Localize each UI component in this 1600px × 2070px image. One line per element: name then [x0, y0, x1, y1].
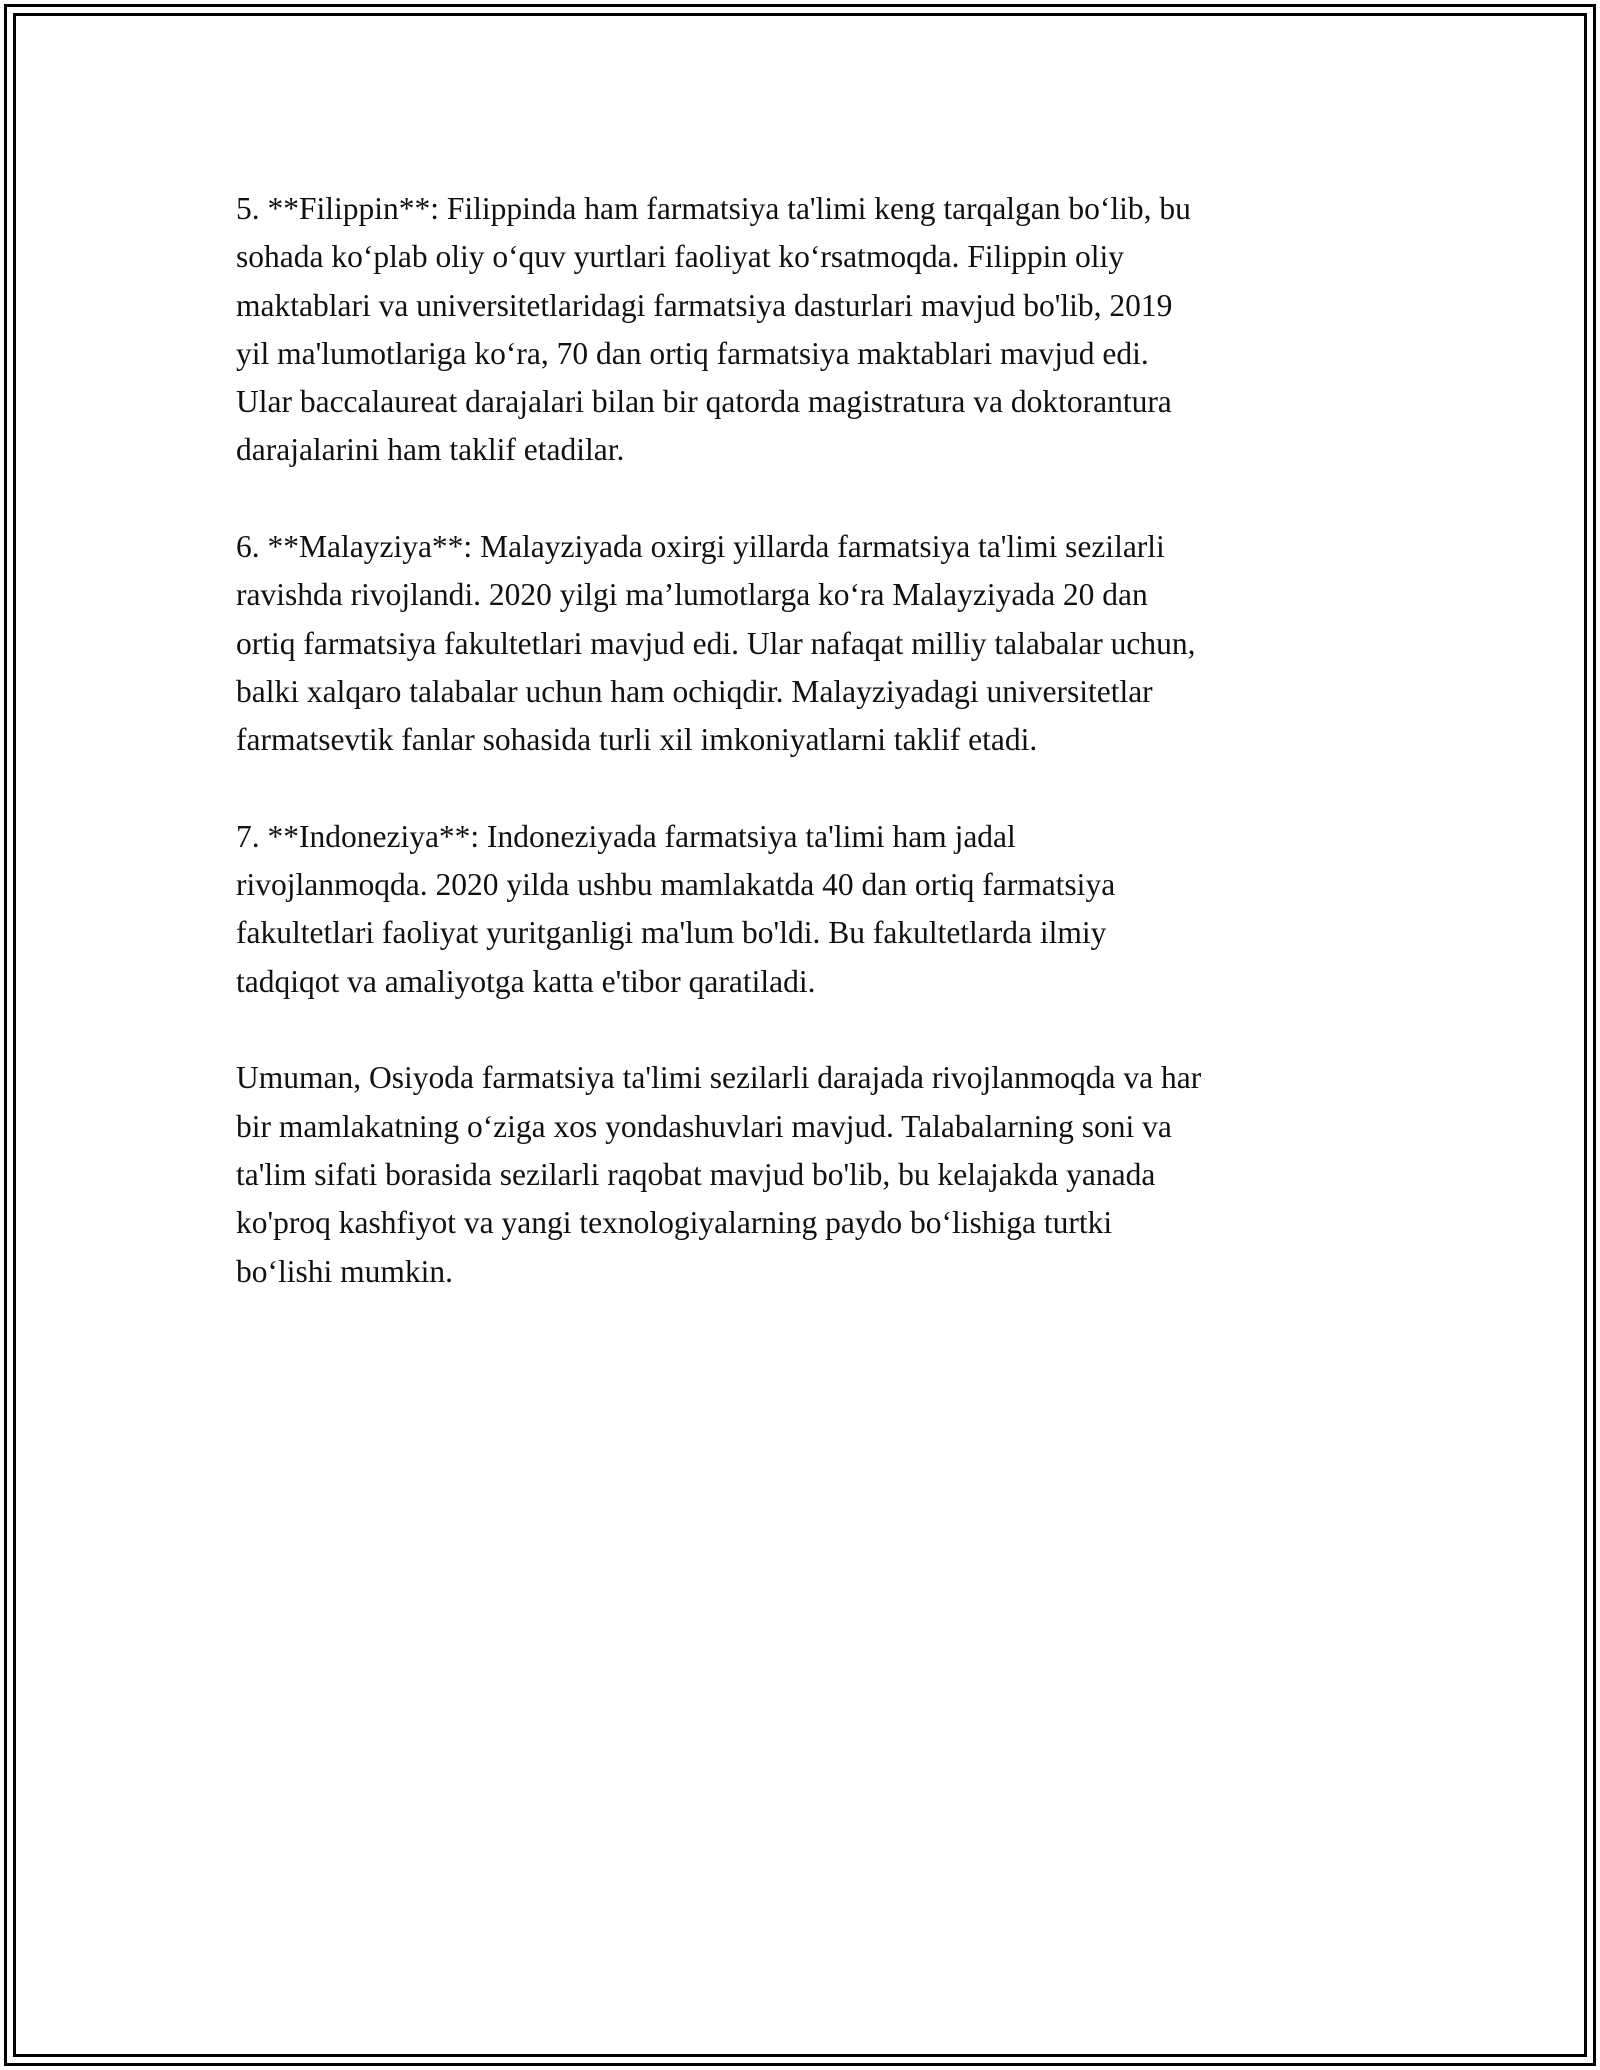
text-line: 6. **Malayziya**: Malayziyada oxirgi yillarda farmatsiya ta'limi sezilarli: [236, 529, 1165, 565]
document-body: [236, 185, 1396, 1344]
text-line: 7. **Indoneziya**: Indoneziyada farmatsiya ta'limi ham jadal: [236, 818, 1016, 854]
text-line: ortiq farmatsiya fakultetlari mavjud edi. Ular nafaqat milliy talabalar uchun,: [236, 625, 1196, 661]
text-line: farmatsevtik fanlar sohasida turli xil imkoniyatlarni taklif etadi.: [236, 722, 1038, 758]
text-line: ko'proq kashfiyot va yangi texnologiyalarning paydo boʻlishiga turtki: [236, 1205, 1113, 1241]
text-line: boʻlishi mumkin.: [236, 1253, 454, 1289]
text-line: maktablari va universitetlaridagi farmatsiya dasturlari mavjud bo'lib, 2019: [236, 287, 1173, 323]
paragraph-philippines: [236, 185, 1396, 475]
paragraph-indonesia: [236, 813, 1396, 1006]
text-line: yil ma'lumotlariga koʻra, 70 dan ortiq farmatsiya maktablari mavjud edi.: [236, 335, 1149, 371]
text-line: 5. **Filippin**: Filippinda ham farmatsiya ta'limi keng tarqalgan boʻlib, bu: [236, 191, 1191, 226]
text-line: fakultetlari faoliyat yuritganligi ma'lum bo'ldi. Bu fakultetlarda ilmiy: [236, 915, 1107, 951]
text-line: ravishda rivojlandi. 2020 yilgi maʼlumotlarga koʻra Malayziyada 20 dan: [236, 577, 1148, 613]
text-line: Umuman, Osiyoda farmatsiya ta'limi sezilarli darajada rivojlanmoqda va har: [236, 1060, 1202, 1096]
text-line: tadqiqot va amaliyotga katta e'tibor qaratiladi.: [236, 963, 816, 999]
text-line: rivojlanmoqda. 2020 yilda ushbu mamlakatda 40 dan ortiq farmatsiya: [236, 867, 1116, 903]
text-line: bir mamlakatning oʻziga xos yondashuvlari mavjud. Talabalarning soni va: [236, 1108, 1172, 1144]
text-line: sohada koʻplab oliy oʻquv yurtlari faoliyat koʻrsatmoqda. Filippin oliy: [236, 239, 1124, 275]
paragraph-malaysia: [236, 523, 1396, 764]
paragraph-conclusion: [236, 1054, 1396, 1295]
text-line: darajalarini ham taklif etadilar.: [236, 432, 625, 468]
text-line: balki xalqaro talabalar uchun ham ochiqdir. Malayziyadagi universitetlar: [236, 673, 1153, 709]
text-line: Ular baccalaureat darajalari bilan bir qatorda magistratura va doktorantura: [236, 384, 1172, 420]
text-line: ta'lim sifati borasida sezilarli raqobat mavjud bo'lib, bu kelajakda yanada: [236, 1156, 1156, 1192]
